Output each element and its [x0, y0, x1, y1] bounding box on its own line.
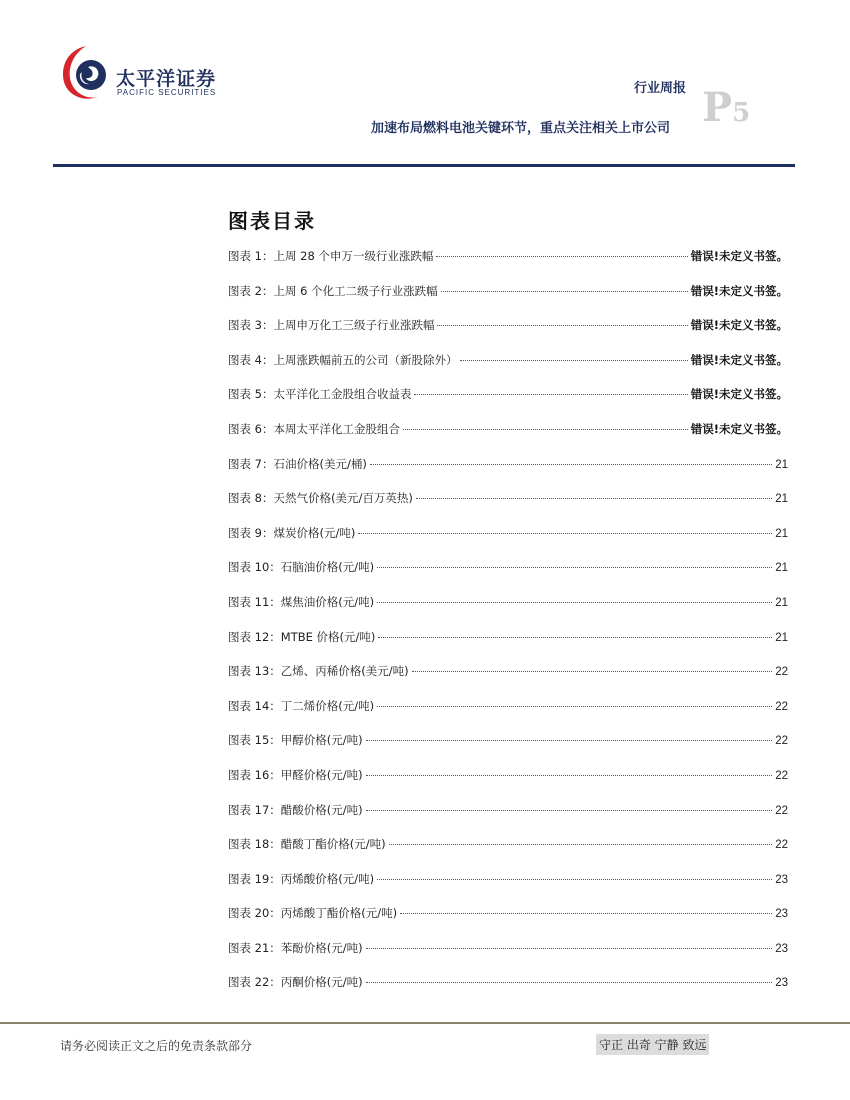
toc-entry[interactable]	[228, 248, 788, 283]
footer-disclaimer: 请务必阅读正文之后的免责条款部分	[60, 1039, 253, 1053]
toc-entry[interactable]	[228, 836, 788, 871]
toc-entry-page: 22	[775, 839, 788, 852]
toc-entry[interactable]	[228, 802, 788, 837]
page-number	[702, 84, 750, 131]
toc-entry-label: 图表 13：乙烯、丙稀价格(美元/吨)	[228, 664, 409, 679]
toc-entry-label: 图表 12：MTBE 价格(元/吨)	[228, 629, 376, 644]
toc-entry-page: 错误!未定义书签。	[690, 249, 788, 263]
toc-entry[interactable]	[228, 386, 788, 421]
toc-entry-label: 图表 16：甲醛价格(元/吨)	[228, 767, 363, 782]
toc-entry-page: 21	[775, 493, 788, 506]
toc-entry-page: 23	[775, 942, 788, 955]
page-prefix: P	[702, 84, 733, 131]
logo-text-en: PACIFIC SECURITIES	[117, 88, 217, 97]
toc-leader-dots	[366, 810, 773, 811]
toc-entry-page: 错误!未定义书签。	[690, 352, 788, 367]
toc-leader-dots	[460, 360, 687, 361]
toc-leader-dots	[412, 671, 773, 672]
header-divider	[53, 164, 795, 167]
toc-entry[interactable]	[228, 940, 788, 975]
toc-entry[interactable]	[228, 629, 788, 664]
toc-entry-page: 22	[775, 700, 788, 713]
toc-leader-dots	[414, 394, 687, 395]
toc-entry-page: 错误!未定义书签。	[690, 421, 788, 436]
toc-entry-page: 21	[775, 631, 788, 644]
toc-leader-dots	[366, 982, 773, 983]
toc-entry-page: 21	[775, 527, 788, 540]
company-logo	[58, 42, 238, 112]
toc-entry[interactable]	[228, 594, 788, 629]
report-type: 行业周报	[633, 81, 686, 96]
toc-entry[interactable]	[228, 974, 788, 1009]
toc-entry-label: 图表 1：上周 28 个申万一级行业涨跌幅	[228, 249, 434, 263]
footer-divider	[0, 1022, 850, 1024]
toc-leader-dots	[370, 464, 772, 465]
toc-entry-label: 图表 4：上周涨跌幅前五的公司（新股除外）	[228, 352, 458, 367]
toc-leader-dots	[389, 844, 773, 845]
toc-entry-label: 图表 9：煤炭价格(元/吨)	[228, 525, 356, 540]
toc-entry-label: 图表 20：丙烯酸丁酯价格(元/吨)	[228, 906, 398, 921]
toc-entry-label: 图表 2：上周 6 个化工二级子行业涨跌幅	[228, 283, 438, 298]
toc-leader-dots	[416, 498, 772, 499]
toc-entry-page: 21	[775, 596, 788, 609]
toc-leader-dots	[377, 567, 772, 568]
toc-leader-dots	[377, 602, 772, 603]
toc-entry[interactable]	[228, 698, 788, 733]
logo-text-cn: 太平洋证券	[116, 68, 217, 90]
toc-entry-label: 图表 10：石脑油价格(元/吨)	[228, 560, 375, 575]
toc-entry[interactable]	[228, 283, 788, 318]
toc-entry[interactable]	[228, 490, 788, 525]
toc-leader-dots	[441, 291, 688, 292]
toc-entry-label: 图表 5：太平洋化工金股组合收益表	[228, 387, 412, 402]
toc-entry[interactable]	[228, 456, 788, 491]
toc-entry[interactable]	[228, 732, 788, 767]
toc-entry-label: 图表 19：丙烯酸价格(元/吨)	[228, 871, 375, 886]
toc-heading: 图表目录	[228, 209, 316, 233]
toc-entry-label: 图表 21：苯酚价格(元/吨)	[228, 940, 363, 955]
toc-entry[interactable]	[228, 905, 788, 940]
toc-entry-page: 错误!未定义书签。	[690, 318, 788, 333]
toc-leader-dots	[358, 533, 772, 534]
toc-leader-dots	[377, 879, 772, 880]
toc-entry[interactable]	[228, 317, 788, 352]
toc-entry-page: 22	[775, 804, 788, 817]
toc-entry[interactable]	[228, 871, 788, 906]
toc-leader-dots	[366, 775, 773, 776]
toc-entry[interactable]	[228, 663, 788, 698]
toc-leader-dots	[366, 740, 773, 741]
toc-entry-label: 图表 17：醋酸价格(元/吨)	[228, 802, 363, 817]
toc-leader-dots	[378, 637, 772, 638]
toc-entry-label: 图表 14：丁二烯价格(元/吨)	[228, 698, 375, 713]
toc-entry-page: 21	[775, 458, 788, 471]
toc-entry[interactable]	[228, 525, 788, 560]
toc-leader-dots	[403, 429, 688, 430]
toc-entry-page: 23	[775, 908, 788, 921]
logo-mark-icon	[58, 42, 114, 104]
toc-entry-label: 图表 11：煤焦油价格(元/吨)	[228, 594, 375, 609]
toc-entry-label: 图表 15：甲醇价格(元/吨)	[228, 733, 363, 748]
toc-leader-dots	[377, 706, 772, 707]
report-title: 加速布局燃料电池关键环节，重点关注相关上市公司	[370, 121, 670, 136]
toc-entry-label: 图表 6：本周太平洋化工金股组合	[228, 421, 400, 436]
toc-leader-dots	[400, 913, 772, 914]
toc-entry[interactable]	[228, 559, 788, 594]
page-digit: 5	[732, 98, 751, 128]
toc-entry-page: 22	[775, 666, 788, 679]
toc-entry[interactable]	[228, 767, 788, 802]
toc-leader-dots	[366, 948, 773, 949]
toc-entry-page: 错误!未定义书签。	[690, 387, 788, 402]
toc-entry-label: 图表 22：丙酮价格(元/吨)	[228, 975, 363, 990]
toc-entry-page: 22	[775, 769, 788, 782]
toc-entry-label: 图表 18：醋酸丁酯价格(元/吨)	[228, 837, 386, 852]
toc-entry-label: 图表 7：石油价格(美元/桶)	[228, 456, 367, 471]
toc-leader-dots	[436, 256, 687, 257]
footer-motto: 守正 出奇 宁静 致远	[596, 1034, 709, 1055]
toc-entry-page: 21	[775, 562, 788, 575]
toc-entry-page: 错误!未定义书签。	[690, 283, 788, 298]
toc-entry[interactable]	[228, 352, 788, 387]
toc-entry-page: 22	[775, 735, 788, 748]
toc-entry-label: 图表 3：上周申万化工三级子行业涨跌幅	[228, 318, 435, 333]
toc-list	[228, 248, 788, 1009]
toc-entry-label: 图表 8：天然气价格(美元/百万英热)	[228, 491, 413, 506]
toc-entry-page: 23	[775, 977, 788, 990]
toc-entry[interactable]	[228, 421, 788, 456]
toc-leader-dots	[437, 325, 687, 326]
toc-entry-page: 23	[775, 873, 788, 886]
